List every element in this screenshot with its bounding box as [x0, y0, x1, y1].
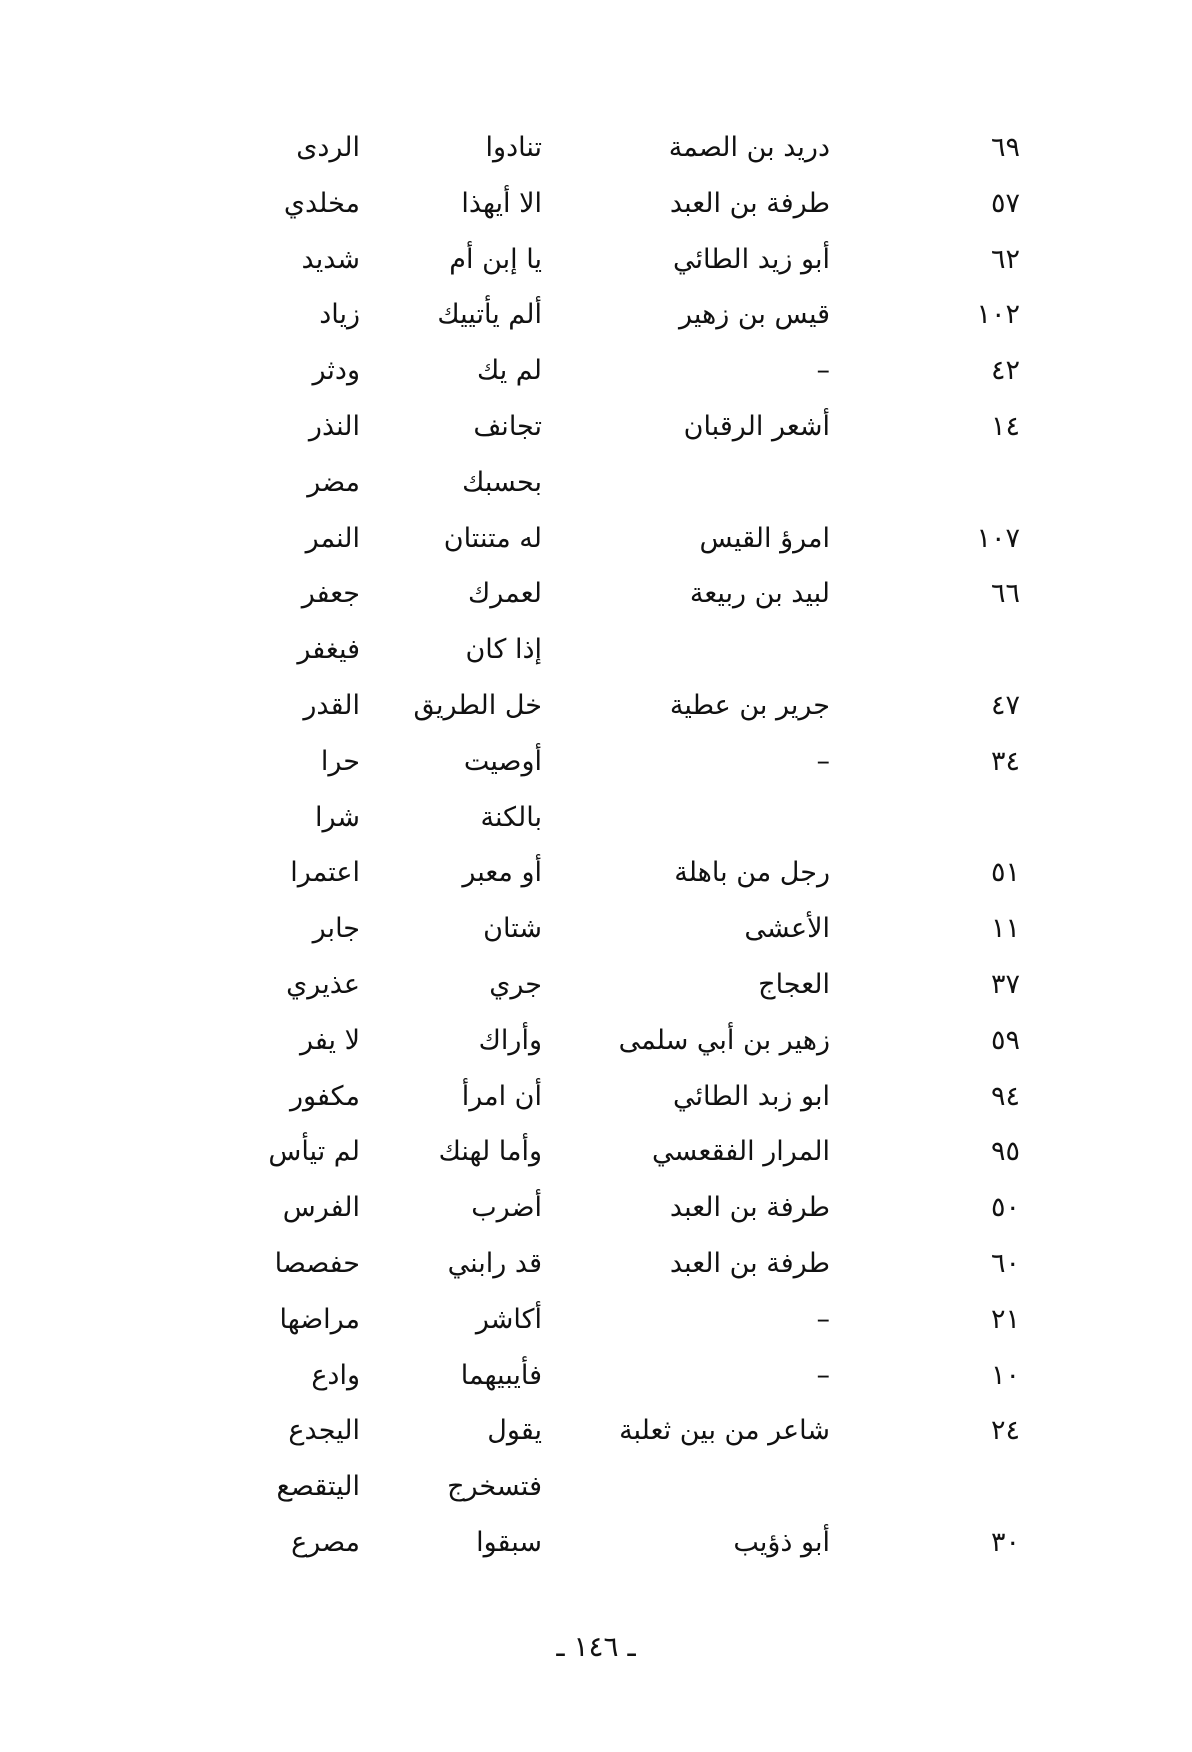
rhyme-word: مراضها — [279, 1303, 360, 1335]
poet-name: – — [816, 1359, 830, 1391]
page-ref-number: ٦٦ — [990, 578, 1020, 610]
rhyme-word: جعفر — [301, 578, 360, 610]
index-row — [230, 1236, 1020, 1292]
poet-name: قيس بن زهير — [678, 299, 830, 331]
verse-first-word: ألم يأتييك — [437, 299, 542, 331]
rhyme-word: اليجدع — [288, 1415, 360, 1447]
poet-name: الأعشى — [744, 913, 830, 945]
index-row — [230, 399, 1020, 455]
poet-name: دريد بن الصمة — [668, 132, 830, 163]
index-row — [230, 1180, 1020, 1236]
index-row — [230, 790, 1020, 846]
verse-first-word: إذا كان — [465, 634, 542, 666]
verse-first-word: أضرب — [471, 1192, 542, 1224]
rhyme-word: وادع — [311, 1359, 360, 1391]
rhyme-word: مكفور — [289, 1080, 360, 1112]
index-row — [230, 1069, 1020, 1125]
page-ref-number: ٢٤ — [990, 1415, 1020, 1447]
rhyme-word: مخلدي — [283, 187, 360, 219]
poet-name: شاعر من بين ثعلبة — [619, 1415, 830, 1447]
page-ref-number: ٦٩ — [990, 132, 1020, 163]
page-number: ـ ١٤٦ ـ — [556, 1630, 636, 1663]
verse-first-word: لم يك — [476, 355, 542, 387]
index-row — [230, 287, 1020, 343]
verse-first-word: فأيبيهما — [460, 1359, 542, 1391]
rhyme-word: حفصصا — [274, 1247, 360, 1279]
page-ref-number: ١٠٧ — [976, 522, 1020, 554]
page-ref-number: ٩٤ — [990, 1080, 1020, 1112]
index-row — [230, 1403, 1020, 1459]
verse-first-word: أكاشر — [475, 1303, 542, 1335]
rhyme-word: فيغفر — [297, 634, 360, 666]
page-ref-number: ٤٢ — [990, 355, 1020, 387]
index-row — [230, 232, 1020, 288]
poet-name: أبو ذؤيب — [733, 1526, 830, 1558]
index-row — [230, 734, 1020, 790]
rhyme-word: عذيري — [286, 968, 360, 1000]
poet-name: طرفة بن العبد — [669, 1192, 830, 1224]
verse-first-word: خل الطريق — [413, 689, 542, 721]
rhyme-word: شديد — [301, 243, 360, 275]
page-ref-number — [940, 455, 1020, 511]
poet-name — [570, 455, 830, 511]
rhyme-word: مضر — [307, 466, 360, 498]
page-ref-number: ١٠ — [990, 1359, 1020, 1391]
poet-name: أشعر الرقبان — [683, 410, 830, 442]
page-ref-number — [940, 622, 1020, 678]
poet-name: زهير بن أبي سلمى — [618, 1024, 830, 1056]
page-ref-number: ٤٧ — [990, 689, 1020, 721]
verse-first-word: تنادوا — [485, 132, 542, 163]
verse-first-word: تجانف — [473, 410, 542, 442]
page-ref-number: ٥١ — [990, 857, 1020, 889]
poet-name: جرير بن عطية — [669, 689, 830, 721]
poet-name: طرفة بن العبد — [669, 1247, 830, 1279]
index-row — [230, 511, 1020, 567]
verse-first-word: قد رابني — [447, 1247, 542, 1279]
verse-first-word: بحسبك — [462, 466, 542, 498]
poet-name: ابو زبد الطائي — [673, 1080, 830, 1112]
page-ref-number: ١٠٢ — [976, 299, 1020, 331]
index-row — [230, 845, 1020, 901]
poet-name: المرار الفقعسي — [651, 1136, 830, 1168]
index-row — [230, 1515, 1020, 1571]
page-ref-number: ١١ — [990, 913, 1020, 945]
index-row — [230, 176, 1020, 232]
rhyme-word: حرا — [320, 745, 360, 777]
verse-first-word: فتسخرج — [447, 1471, 542, 1503]
index-row — [230, 120, 1020, 176]
index-row — [230, 1348, 1020, 1404]
verse-first-word: بالكنة — [480, 801, 542, 833]
rhyme-word: زياد — [319, 299, 360, 331]
poet-name: أبو زيد الطائي — [673, 243, 830, 275]
page-ref-number — [940, 1459, 1020, 1515]
page-ref-number: ٣٧ — [990, 968, 1020, 1000]
index-row — [230, 622, 1020, 678]
verse-first-word: يقول — [487, 1415, 542, 1447]
page-ref-number: ٦٢ — [990, 243, 1020, 275]
verse-first-word: أوصيت — [463, 745, 542, 777]
poet-name: لبيد بن ربيعة — [689, 578, 830, 610]
index-row — [230, 1292, 1020, 1348]
verse-first-word: يا إبن أم — [449, 243, 542, 275]
rhyme-word: مصرع — [291, 1526, 360, 1558]
poet-name: امرؤ القيس — [699, 522, 830, 554]
page-ref-number — [940, 790, 1020, 846]
page-ref-number: ٥٠ — [990, 1192, 1020, 1224]
index-row — [230, 1459, 1020, 1515]
poet-name: العجاج — [758, 968, 830, 1000]
poet-name: طرفة بن العبد — [669, 187, 830, 219]
page-ref-number: ٥٧ — [990, 187, 1020, 219]
verse-first-word: وأما لهنك — [438, 1136, 542, 1168]
poet-name: – — [816, 1303, 830, 1335]
verse-first-word: أو معبر — [462, 857, 542, 889]
verse-first-word: لعمرك — [467, 578, 542, 610]
page-ref-number: ٦٠ — [990, 1247, 1020, 1279]
rhyme-word: الفرس — [282, 1192, 360, 1224]
poet-name: – — [816, 745, 830, 777]
poet-name — [570, 790, 830, 846]
page-ref-number: ٥٩ — [990, 1024, 1020, 1056]
index-row — [230, 1013, 1020, 1069]
rhyme-word: ودثر — [312, 355, 360, 387]
index-row — [230, 343, 1020, 399]
page-ref-number: ٢١ — [990, 1303, 1020, 1335]
poet-name — [570, 1459, 830, 1515]
rhyme-word: الردى — [296, 132, 360, 163]
page-ref-number: ١٤ — [990, 410, 1020, 442]
index-row — [230, 957, 1020, 1013]
rhyme-word: لم تيأس — [268, 1136, 360, 1168]
poetry-index-table — [230, 120, 1020, 1571]
rhyme-word: اعتمرا — [290, 857, 360, 889]
verse-first-word: سبقوا — [476, 1526, 542, 1558]
verse-first-word: شتان — [483, 913, 542, 945]
poet-name: – — [816, 355, 830, 387]
rhyme-word: جابر — [312, 913, 360, 945]
index-row — [230, 901, 1020, 957]
page-ref-number: ٩٥ — [990, 1136, 1020, 1168]
verse-first-word: جري — [489, 968, 542, 1000]
verse-first-word: وأراك — [478, 1024, 542, 1056]
rhyme-word: القدر — [303, 689, 360, 721]
poet-name: رجل من باهلة — [674, 857, 830, 889]
rhyme-word: شرا — [314, 801, 360, 833]
page-ref-number: ٣٠ — [990, 1526, 1020, 1558]
index-row — [230, 566, 1020, 622]
index-row — [230, 678, 1020, 734]
verse-first-word: أن امرأ — [461, 1080, 542, 1112]
rhyme-word: النذر — [308, 410, 360, 442]
index-row — [230, 1124, 1020, 1180]
index-row — [230, 455, 1020, 511]
rhyme-word: لا يفر — [299, 1024, 360, 1056]
rhyme-word: النمر — [305, 522, 360, 554]
verse-first-word: الا أيهذا — [461, 187, 542, 219]
verse-first-word: له متنتان — [443, 522, 542, 554]
rhyme-word: اليتقصع — [276, 1471, 360, 1503]
page-ref-number: ٣٤ — [990, 745, 1020, 777]
poet-name — [570, 622, 830, 678]
